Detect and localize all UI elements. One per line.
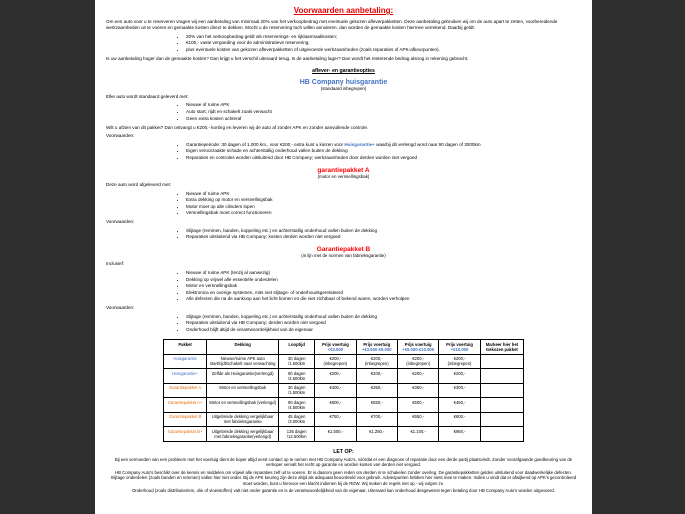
table-row-huisgarantie bbox=[164, 354, 524, 369]
cell-markeer bbox=[480, 398, 523, 413]
cell-price bbox=[439, 354, 480, 369]
pakket-a-voorwaarden-label: Voorwaarden: bbox=[106, 219, 135, 225]
list-item: • Nieuwe of ruime APK (tenzij al aanwezig) bbox=[186, 270, 581, 276]
cell-dekking: Uitgebreide dekking vergelijkbaar met fabrieksgarantie(verlengd) bbox=[207, 427, 279, 442]
col-header-dekking: Dekking bbox=[207, 340, 279, 355]
list-item: • Versnellingsbak moet correct functioneren bbox=[186, 210, 581, 216]
prijs-label: Prijs voertuig bbox=[404, 341, 432, 347]
prijs-label: Prijs voertuig bbox=[363, 341, 391, 347]
cell-price: €200,- bbox=[397, 369, 438, 384]
price-value: €200,- bbox=[329, 356, 342, 362]
list-item: • Dekking op vrijwel alle essentiële onderdelen bbox=[186, 277, 581, 283]
table-row-pakket-a-plus bbox=[164, 398, 524, 413]
prijs-range: +€5.000-€10.000 bbox=[402, 346, 435, 352]
pakket-b-bullet-list bbox=[106, 270, 581, 302]
col-header-prijs-2 bbox=[356, 340, 397, 355]
cell-price bbox=[315, 354, 356, 369]
cell-markeer bbox=[480, 427, 523, 442]
table-row-pakket-a bbox=[164, 383, 524, 398]
list-item: • Extra dekking op motor en versnellingsbak bbox=[186, 197, 581, 203]
cell-price: €600,- bbox=[439, 412, 480, 427]
letop-paragraph: HB Company Auto's beschikt over de kennis en middelen om vrijwel alle reparaties zelf uit te voeren. Er is daarom geen reden om derden in te schakelen zonder overleg. De garantiepakketten gelden uitsluitend voor daadwerkelijke defecten. Slijtage onderdelen (zoals banden en remmen) vallen hier niet onder. Bij de APK keuring zijn deze altijd als adequaat beoordeeld voor gebruik. Adviespunten hebben hier niets mee te maken. Indien u vindt dat er afwijkend op APK's gecontroleerd moet worden, kunt u hiervoor een klacht indienen bij de RDW. Wij maken de regels niet op - wij volgen ze. bbox=[110, 469, 577, 486]
list-item: • Onderhoud blijft altijd de verantwoordelijkheid van de eigenaar bbox=[186, 327, 581, 333]
pakket-a-subtitle: (motor en versnellingsbak) bbox=[317, 173, 370, 179]
cell-looptijd: 90 dagen /4.500km bbox=[279, 398, 315, 413]
cell-price: €1.250,- bbox=[356, 427, 397, 442]
list-item: • Motor en versnellingsbak bbox=[186, 283, 581, 289]
cell-price: €600,- bbox=[315, 398, 356, 413]
price-value: €200,- bbox=[453, 356, 466, 362]
col-header-markeer: Markeer hier het Gekozen pakket bbox=[480, 340, 523, 355]
prijs-label: Prijs voertuig bbox=[322, 341, 349, 347]
list-item: • Reparaties uitsluitend via HB Company; derden worden niet vergoed bbox=[186, 320, 581, 326]
cell-price: €450,- bbox=[439, 398, 480, 413]
cell-price: €350,- bbox=[397, 383, 438, 398]
prijs-range: <€3.500 bbox=[327, 346, 344, 352]
list-item: • €100,- vaste vergoeding voor de administratieve reservering; bbox=[186, 40, 581, 46]
cell-pakket: Garantiepakket A bbox=[164, 383, 207, 398]
list-item: • Slijtage (remmen, banden, koppeling etc.) en achterstallig onderhoud vallen buiten de dekking bbox=[186, 314, 581, 320]
intro-paragraph: Om een auto voor u te reserveren vragen wij een aanbetaling van minimaal 20% van het verkoopbedrag met eventuele gekozen afleverpakketten. Deze aanbetaling gebruiken wij om de auto apart te zetten, voorbereidende werkzaamheden uit te voeren en gemaakte kosten direct te dekken. Mocht u de reservering toch willen annuleren, dan worden de gemaakte kosten hiermee verrekend. Daarbij geldt: bbox=[106, 19, 558, 31]
list-item: • Slijtage (remmen, banden, koppeling etc.) en achterstallig onderhoud vallen buiten de dekking bbox=[186, 228, 581, 234]
list-item: • Reparaties uitsluitend via HB Company; kosten derden worden niet vergoed bbox=[186, 234, 581, 240]
price-value: €200,- bbox=[370, 356, 383, 362]
cell-price: €1.500,- bbox=[315, 427, 356, 442]
list-item: • Nieuwe of ruime APK bbox=[186, 102, 581, 108]
cell-price: €500,- bbox=[397, 398, 438, 413]
pakket-b-title: Garantiepakket B bbox=[316, 246, 371, 254]
cell-looptijd: 30 dagen /1.500km bbox=[279, 354, 315, 369]
cell-markeer bbox=[480, 383, 523, 398]
cell-dekking: Uitgebreide dekking vergelijkbaar met fabrieksgarantie bbox=[207, 412, 279, 427]
letop-title: LET OP: bbox=[333, 448, 354, 455]
cell-price: €200,- bbox=[439, 369, 480, 384]
pakket-a-bullet-list bbox=[106, 191, 581, 217]
cell-looptijd: 135 dagen /12.500km bbox=[279, 427, 315, 442]
cell-price: €1.100,- bbox=[397, 427, 438, 442]
price-value: €200,- bbox=[412, 356, 425, 362]
letop-paragraph: Onderhoud (zoals distributieriem, olie of vloeistoffen) valt niet onder garantie en is de verantwoordelijkheid van de eigenaar. Uiteraard kan onderhoud desgewenst tegen betaling door HB Company Auto's worden uitgevoerd. bbox=[132, 488, 555, 494]
price-note: (inbegrepen) bbox=[406, 361, 431, 367]
huisgarantie-plus-highlight: Huisgarantie+ bbox=[344, 141, 375, 147]
huisgarantie-note: Wilt u afzien van dit pakket? Dan ontvangt u €200,- korting en leveren wij de auto af zonder APK en zonder aanvullende controle. bbox=[106, 124, 369, 130]
cell-price: €750,- bbox=[315, 412, 356, 427]
cell-dekking: Motor en versnellingsbak (verlengd) bbox=[207, 398, 279, 413]
cell-price bbox=[356, 354, 397, 369]
list-item: • Eigen veroorzaakte schade en achterstallig onderhoud vallen buiten de dekking bbox=[186, 148, 581, 154]
cell-price: €650,- bbox=[397, 412, 438, 427]
cell-price: €350,- bbox=[356, 383, 397, 398]
cell-markeer bbox=[480, 412, 523, 427]
cell-dekking: Nieuwe/ruime APK auto start/rijdt/schakelt naar verwachting bbox=[207, 354, 279, 369]
cell-dekking: Zelfde als Huisgarantie(verlengd) bbox=[207, 369, 279, 384]
price-note: (inbegrepen) bbox=[364, 361, 389, 367]
cell-price: €200,- bbox=[315, 369, 356, 384]
list-item: • plus eventuele kosten van gekozen afleverpakketten of uitgevoerde werkzaamheden (zoals reparaties of APK-afkeurpunten). bbox=[186, 47, 581, 53]
pakket-a-lead: Deze auto word afgeleverd met: bbox=[106, 181, 172, 187]
table-row-pakket-b bbox=[164, 412, 524, 427]
intro-closing-paragraph: Is uw aanbetaling hoger dan de gemaakte kosten? Dan krijgt u het verschil uiteraard terug. Is de aanbetaling lager? Dan wordt het resterende bedrag alsnog in rekening gebracht. bbox=[106, 55, 469, 61]
huisgarantie-title: HB Company huisgarantie bbox=[299, 78, 388, 86]
prijs-range: +€3.500-€5.000 bbox=[362, 346, 392, 352]
huisgarantie-lead: Elke auto wordt standaard geleverd met: bbox=[106, 93, 189, 99]
cell-pakket: Huisgarantie+ bbox=[164, 369, 207, 384]
cell-pakket: Garantiepakket B bbox=[164, 412, 207, 427]
col-header-looptijd: Looptijd bbox=[279, 340, 315, 355]
col-header-prijs-3 bbox=[397, 340, 438, 355]
list-item bbox=[186, 142, 581, 148]
cell-price: €950,- bbox=[439, 427, 480, 442]
huisgarantie-voorwaarden-list bbox=[106, 142, 581, 161]
col-header-pakket: Pakket bbox=[164, 340, 207, 355]
list-item: • Reparaties en controles worden uitsluitend door HB Company; werkzaamheden door derden worden niet vergoed bbox=[186, 155, 581, 161]
cell-looptijd: 30 dagen /1.500km bbox=[279, 383, 315, 398]
cell-price: €550,- bbox=[356, 398, 397, 413]
table-header-row bbox=[164, 340, 524, 355]
list-item: • Auto start, rijdt en schakelt zoals verwacht bbox=[186, 109, 581, 115]
list-item: • Motor moet op alle cilinders lopen bbox=[186, 204, 581, 210]
cell-price: €200,- bbox=[356, 369, 397, 384]
huisgarantie-bullet-list bbox=[106, 102, 581, 121]
document-page bbox=[95, 0, 592, 514]
pakket-b-subtitle: (in lijn met de normen van fabrieksgarantie) bbox=[301, 253, 386, 259]
price-note: (inbegrepen) bbox=[323, 361, 348, 367]
prijs-range: +€10.000 bbox=[450, 346, 469, 352]
col-header-prijs-1 bbox=[315, 340, 356, 355]
cell-looptijd: 90 dagen /4.500km bbox=[279, 369, 315, 384]
cell-price: €300,- bbox=[439, 383, 480, 398]
list-item: • Geen extra kosten achteraf bbox=[186, 116, 581, 122]
voorwaarde-text: waarbij dit verlengd word naar 90 dagen of 3000km bbox=[374, 141, 481, 147]
list-item: • Nieuwe of ruime APK bbox=[186, 191, 581, 197]
options-section-header: aflever- en garantieopties bbox=[312, 67, 375, 74]
pakket-a-title: garantiepakket A bbox=[317, 166, 370, 174]
huisgarantie-subtitle: (standaard inbegrepen) bbox=[320, 85, 367, 91]
pakket-b-voorwaarden-list bbox=[106, 314, 581, 333]
list-item: • 20% van het verkoopbedrag geldt als reserverings- en rijklaarmaakkosten; bbox=[186, 34, 581, 40]
list-item: • Elektronica en overige systemen, mits niet slijtage- of onderhoudsgerelateerd bbox=[186, 290, 581, 296]
pakket-b-voorwaarden-label: Voorwaarden: bbox=[106, 305, 135, 311]
prijs-label: Prijs voertuig bbox=[446, 341, 473, 347]
cell-price: €700,- bbox=[356, 412, 397, 427]
table-row-pakket-b-plus bbox=[164, 427, 524, 442]
cell-dekking: Motor en versnellingsbak bbox=[207, 383, 279, 398]
pakket-a-voorwaarden-list bbox=[106, 228, 581, 241]
huisgarantie-voorwaarden-label: Voorwaarden: bbox=[106, 133, 135, 139]
list-item: • Alle defecten die na de aankoop aan het licht komen en die niet zichtbaar of bekend waren, worden verholpen bbox=[186, 296, 581, 302]
pakket-b-lead: Inclusief: bbox=[106, 261, 125, 267]
voorwaarde-text: Garantieperiode: 30 dagen of 1.000 km., voor €200,- extra kunt u kiezen voor bbox=[186, 141, 345, 147]
intro-bullet-list bbox=[106, 34, 581, 53]
table-row-huisgarantie-plus bbox=[164, 369, 524, 384]
pricing-table bbox=[163, 339, 524, 442]
page-title: Voorwaarden aanbetaling: bbox=[293, 6, 394, 15]
cell-looptijd: 45 dagen /3.000km bbox=[279, 412, 315, 427]
cell-markeer bbox=[480, 354, 523, 369]
price-note: (inbegrepen) bbox=[447, 361, 472, 367]
cell-pakket: Huisgarantie bbox=[164, 354, 207, 369]
letop-paragraph: Bij een vermoeden van een probleem met het voertuig dient de koper altijd eerst contact op te nemen met HB Company Auto's, vóórdat er een diagnose of reparatie door een derde partij plaatsvindt. Zonder voorafgaande goedkeuring van de verkoper vervalt het recht op garantie en worden kosten van derden niet vergoed. bbox=[114, 456, 573, 468]
cell-pakket: Garantiepakket B+ bbox=[164, 427, 207, 442]
cell-pakket: Garantiepakket A+ bbox=[164, 398, 207, 413]
col-header-prijs-4 bbox=[439, 340, 480, 355]
cell-price bbox=[397, 354, 438, 369]
cell-markeer bbox=[480, 369, 523, 384]
cell-price: €400,- bbox=[315, 383, 356, 398]
